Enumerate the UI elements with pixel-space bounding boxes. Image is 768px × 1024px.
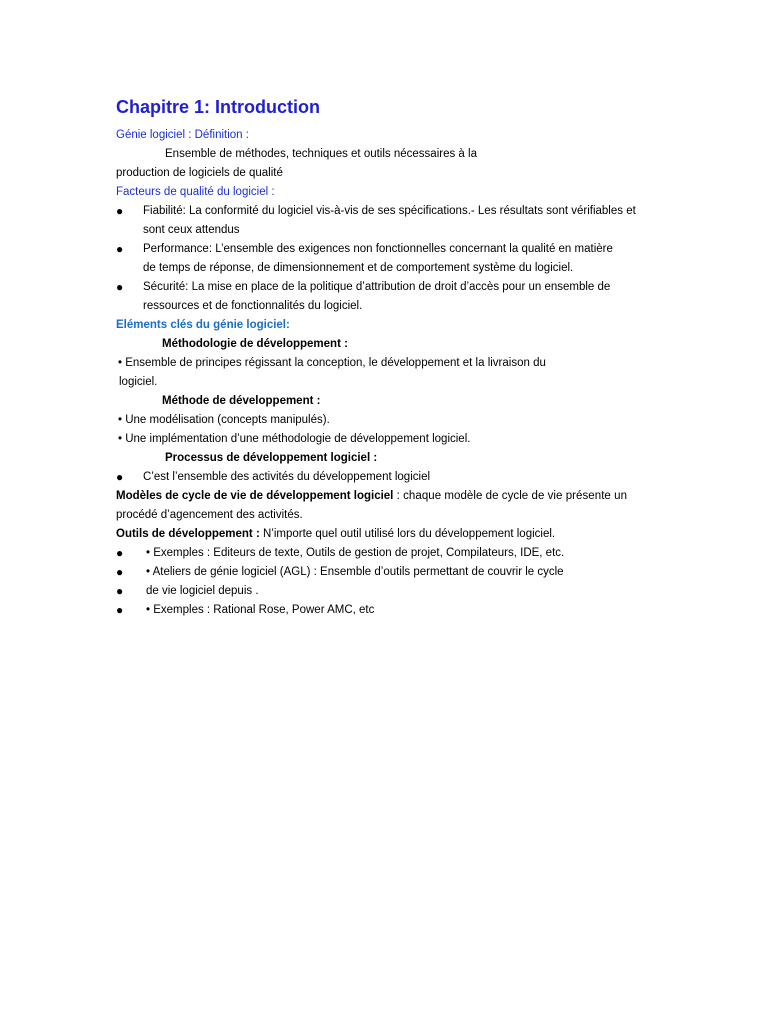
definition-line-2: production de logiciels de qualité [116, 167, 283, 179]
lifecycle-label: Modèles de cycle de vie de développement logiciel [116, 490, 394, 502]
bullet-icon: ● [116, 603, 124, 617]
key-elements-heading: Eléments clés du génie logiciel: [116, 319, 290, 331]
page-title: Chapitre 1: Introduction [116, 97, 320, 117]
quality-item-1-line-1: Fiabilité: La conformité du logiciel vis-à-vis de ses spécifications.- Les résultats sont vérifiables et [143, 205, 636, 217]
quality-item-3-line-1: Sécurité: La mise en place de la politique d’attribution de droit d’accès pour un ensemble de [143, 281, 611, 293]
bullet-icon: ● [116, 204, 124, 218]
tools-item-1: • Exemples : Editeurs de texte, Outils de gestion de projet, Compilateurs, IDE, etc. [146, 547, 565, 559]
bullet-icon: ● [116, 565, 124, 579]
tools-text: N’importe quel outil utilisé lors du développement logiciel. [259, 528, 556, 540]
lifecycle-text: : chaque modèle de cycle de vie présente un [393, 490, 628, 502]
methodology-line-2: logiciel. [119, 376, 158, 388]
tools-line [116, 527, 555, 541]
process-heading: Processus de développement logiciel : [165, 452, 378, 464]
method-item-2: • Une implémentation d’une méthodologie de développement logiciel. [118, 433, 471, 445]
method-heading: Méthode de développement : [162, 395, 321, 407]
quality-heading: Facteurs de qualité du logiciel : [116, 186, 275, 198]
process-item-1: C’est l’ensemble des activités du développement logiciel [143, 471, 431, 483]
quality-item-2-line-2: de temps de réponse, de dimensionnement et de comportement système du logiciel. [143, 262, 574, 274]
bullet-icon: ● [116, 584, 124, 598]
bullet-icon: ● [116, 470, 124, 484]
quality-item-3-line-2: ressources et de fonctionnalités du logiciel. [143, 300, 363, 312]
definition-line-1: Ensemble de méthodes, techniques et outils nécessaires à la [165, 148, 477, 160]
bullet-icon: ● [116, 242, 124, 256]
tools-label: Outils de développement : [116, 528, 260, 540]
definition-heading: Génie logiciel : Définition : [116, 129, 249, 141]
tools-item-4: • Exemples : Rational Rose, Power AMC, etc [146, 604, 375, 616]
methodology-heading: Méthodologie de développement : [162, 338, 348, 350]
bullet-icon: ● [116, 546, 124, 560]
lifecycle-line-1 [116, 489, 651, 503]
bullet-icon: ● [116, 280, 124, 294]
quality-item-1-line-2: sont ceux attendus [143, 224, 240, 236]
method-item-1: • Une modélisation (concepts manipulés). [118, 414, 330, 426]
tools-item-3: de vie logiciel depuis . [146, 585, 259, 597]
lifecycle-line-2: procédé d’agencement des activités. [116, 509, 303, 521]
methodology-line-1: • Ensemble de principes régissant la conception, le développement et la livraison du [118, 357, 546, 369]
quality-item-2-line-1: Performance: L’ensemble des exigences non fonctionnelles concernant la qualité en matière [143, 243, 613, 255]
tools-item-2: • Ateliers de génie logiciel (AGL) : Ensemble d’outils permettant de couvrir le cycle [146, 566, 564, 578]
